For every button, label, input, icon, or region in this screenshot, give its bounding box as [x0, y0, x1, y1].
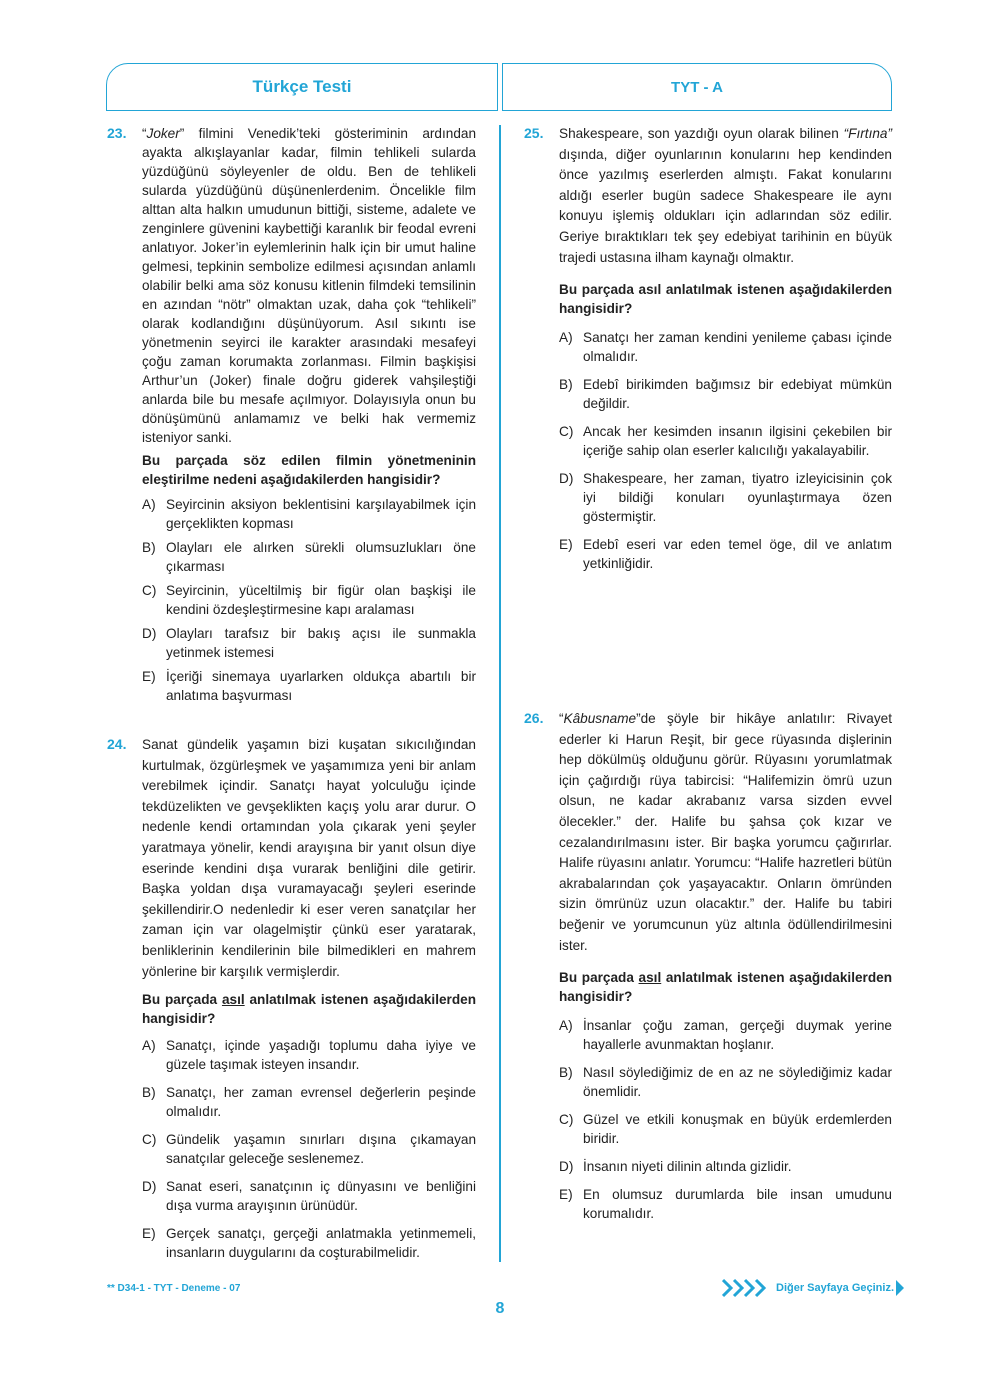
option-letter: A) — [142, 497, 156, 512]
option-letter: E) — [142, 1226, 156, 1242]
option-text: Seyircinin aksiyon beklentisini karşılayabilmek için gerçeklikten kopması — [166, 497, 476, 531]
option-letter: D) — [142, 1179, 157, 1195]
option-c[interactable] — [559, 1110, 892, 1148]
column-divider — [499, 125, 501, 1262]
option-e[interactable] — [142, 667, 476, 705]
option-letter: C) — [142, 583, 157, 598]
option-text: Seyircinin, yüceltilmiş bir figür olan başkişi ile kendini özdeşleştirmesine kapı aralaması — [166, 583, 476, 617]
question-passage: “Kâbusname”de şöyle bir hikâye anlatılır: Rivayet ederler ki Harun Reşit, bir gece rüyasında dişlerinin hep dökülmüş olduğunu görür. Rüyasını yorumlatmak için çağırdığı rüya tabircisi: “Halifemizin ömrü uzun olsun, ne kadar akrabanız varsa sizden evvel ölecekler.” der. Halife bu şahsa çok kızar ve cezalandırılmasını ister. Bir başka yorumcu çağırırlar. Halife rüyasını anlatır. Yorumcu: “Halife hazretleri bütün akrabalarından çok yaşayacaktır. Onların ömründen sizin ömrünüz uzun olacaktır.” der. Halife bu tabiri beğenir ve yorumcunun yüz altınla ödüllendirilmesini ister. — [559, 711, 892, 953]
options-list — [142, 1036, 476, 1262]
option-text: Edebî eseri var eden temel öge, dil ve anlatım yetkinliğidir. — [583, 537, 892, 572]
film-title: Joker — [146, 126, 180, 141]
option-c[interactable] — [559, 422, 892, 460]
question-24 — [107, 735, 477, 1271]
option-letter: A) — [559, 1018, 573, 1034]
option-b[interactable] — [142, 538, 476, 576]
subject-title: Türkçe Testi — [252, 77, 352, 96]
question-23 — [107, 124, 476, 710]
option-text: İçeriği sinemaya uyarlarken oldukça abartılı bir anlatıma başvurması — [166, 669, 476, 703]
option-text: İnsanlar çoğu zaman, gerçeği duymak yerine hayallerle avunmaktan hoşlanır. — [583, 1018, 892, 1053]
question-number: 26. — [524, 710, 544, 726]
option-text: Gerçek sanatçı, gerçeği anlatmakla yetinmemeli, insanların duygularını da coşturabilmelidir. — [166, 1226, 476, 1261]
option-letter: B) — [559, 377, 573, 393]
stem-text: anlatılmak istenen aşağıdakilerden hangisidir? — [559, 970, 892, 1005]
stem-text: anlatılmak istenen aşağıdakilerden hangisidir? — [142, 992, 477, 1027]
option-letter: D) — [142, 626, 157, 641]
question-number: 24. — [107, 736, 127, 752]
option-letter: B) — [559, 1065, 573, 1081]
exam-code: ** D34-1 - TYT - Deneme - 07 — [107, 1283, 241, 1294]
option-d[interactable] — [559, 469, 892, 526]
question-number: 25. — [524, 125, 544, 141]
question-passage: Sanat gündelik yaşamın bizi kuşatan sıkıcılığından kurtulmak, özgürleşmek ve yaşamımıza yeni bir anlam verebilmek içindir. Sanatçı hayat yolculuğu içinde tekdüzelikten ve gevşeklikten kaçış yolu arar durur. O nedenle kendi ortamından yola çıkarak yeni şeyler yaratmaya yönelir, kendi arayışına bir yanıt olsun diye eserinde kendini dışa vurarak benliğini dile getirir. Başka yoldan dışa vuramayacağı şeyleri eserinde şekillendirir.O nedenledir ki eser veren sanatçılar her zaman için var olagelmiştir çünkü eser yaratarak, benliklerinin kendilerinin bile bilmedikleri en mahrem yönlerine bir karşılık vermişlerdir. — [142, 737, 476, 979]
test-type-title: TYT - A — [671, 78, 723, 96]
option-d[interactable] — [142, 624, 476, 662]
header-test-type — [502, 63, 892, 111]
stem-text: Bu parçada — [142, 992, 222, 1008]
play-title: “Fırtına” — [843, 126, 892, 141]
page-number: 8 — [495, 1300, 505, 1317]
option-text: Sanat eseri, sanatçının iç dünyasını ve benliğini dışa vurma arayışının ürünüdür. — [166, 1179, 476, 1214]
option-letter: E) — [559, 1187, 573, 1203]
option-text: Gündelik yaşamın sınırları dışına çıkamayan sanatçılar geleceğe seslenemez. — [166, 1132, 476, 1167]
question-stem — [559, 968, 892, 1006]
option-letter: C) — [559, 1112, 574, 1128]
option-c[interactable] — [142, 1130, 476, 1168]
next-page-indicator — [722, 1278, 906, 1298]
question-stem: Bu parçada asıl anlatılmak istenen aşağıdakilerden hangisidir? — [559, 282, 892, 317]
book-title: Kâbusname — [563, 711, 637, 726]
option-a[interactable] — [559, 1016, 892, 1054]
option-b[interactable] — [142, 1083, 476, 1121]
option-text: Sanatçı, her zaman evrensel değerlerin peşinde olmalıdır. — [166, 1085, 476, 1120]
passage-text: dışında, diğer oyunlarının konularını hep kendinden önce yazılmış eserlerden almıştı. Fakat konularını aldığı eserler bugün sadece Shakespeare ile aynı konuyu işlemiş oldukları için adlarından söz edilir. Geriye bıraktıkları tek şey edebiyat tarihinin en büyük trajedi ustasına ilham kaynağı olmaktır. — [559, 146, 892, 265]
question-number: 23. — [107, 125, 127, 141]
stem-emphasis: asıl — [638, 970, 662, 986]
options-list — [559, 1016, 892, 1223]
option-e[interactable] — [142, 1224, 476, 1262]
option-text: Edebî birikimden bağımsız bir edebiyat mümkün değildir. — [583, 377, 892, 412]
next-page-text: Diğer Sayfaya Geçiniz. — [776, 1282, 894, 1294]
question-26 — [524, 709, 892, 1232]
option-b[interactable] — [559, 375, 892, 413]
chevron-right-icon — [722, 1278, 770, 1298]
option-letter: C) — [559, 424, 574, 440]
option-text: Sanatçı, içinde yaşadığı toplumu daha iyiye ve güzele taşımak isteyen insandır. — [166, 1038, 476, 1073]
option-a[interactable] — [559, 328, 892, 366]
option-letter: E) — [559, 537, 573, 553]
question-25 — [524, 124, 892, 582]
passage-text: Shakespeare, son yazdığı oyun olarak bilinen — [559, 126, 844, 141]
header-subject — [106, 63, 498, 111]
option-a[interactable] — [142, 1036, 476, 1074]
option-text: Olayları tarafsız bir bakış açısı ile sunmakla yetinmek istemesi — [166, 626, 476, 660]
passage-text: ” filmini Venedik’teki gösteriminin ardından ayakta alkışlayanlar kadar, filmin tehlikeli sularda yüzdüğünü söyleyenler de oldu. Ben de tehlikeli sularda yüzdüğünü düşünenlerdenim. Öncelikle film alttan alta halkın umudunun bittiği, sisteme, adalete ve zenginlere güvenini kaybettiği karanlık bir feodal evreni anlatıyor. Joker’in eylemlerinin halk için bir umut haline gelmesi, tepkinin sembolize edilmesi açısından anlamlı olabilir belki ama söz konusu kitlenin filmdeki temsilinin en azından “nötr” olmaktan uzak, daha çok “tehlikeli” olarak kodlandığını düşünüyorum. Asıl sıkıntı ise yönetmenin seyirci ile karakter arasındaki mesafeyi çoğu zaman korumakta zorlanması. Filmin başkişisi Arthur’un (Joker) finale doğru giderek vahşileştiği anlarda bile bu mesafe açılmıyor. Dolayısıyla onun bu dönüşümünü anlamamız ve belki hak vermemiz isteniyor sanki. — [142, 126, 476, 445]
stem-emphasis: asıl — [221, 992, 245, 1008]
options-list — [559, 328, 892, 573]
option-text: Shakespeare, her zaman, tiyatro izleyicisinin çok iyi bildiği konuları oyunlaştırmaya özen göstermiştir. — [583, 471, 892, 525]
option-text: En olumsuz durumlarda bile insan umudunu korumalıdır. — [583, 1187, 892, 1222]
option-text: Olayları ele alırken sürekli olumsuzlukları öne çıkarması — [166, 540, 476, 574]
question-stem: Bu parçada söz edilen filmin yönetmeninin eleştirilme nedeni aşağıdakilerden hangisidir? — [142, 453, 476, 487]
option-text: Nasıl söylediğimiz de en az ne söylediğimiz kadar önemlidir. — [583, 1065, 892, 1100]
passage-text: ”de şöyle bir hikâye anlatılır: Rivayet ederler ki Harun Reşit, bir gece rüyasında dişlerinin hep dökülmüş olduğunu görür. Rüyasını yorumlatmak için çağırdığı rüya tabircisi: “Halifemizin ömrü uzun olsun, ne kadar akrabanız varsa sizden evvel ölecekler.” der. Halife bu şahsa çok kızar ve cezalandırılmasını ister. Bir başka yorumcu çağırırlar. Halife rüyasını anlatır. Yorumcu: “Halife hazretleri bütün akrabalarından çok yaşayacaktır. Onların ömründen sizin ömrünüz uzun olacaktır.” der. Halife bu tabiri beğenir ve yorumcunun yüz altınla ödüllendirilmesini ister. — [559, 711, 892, 953]
option-letter: C) — [142, 1132, 157, 1148]
arrow-right-icon — [894, 1278, 906, 1298]
option-letter: D) — [559, 1159, 574, 1175]
option-letter: E) — [142, 669, 156, 684]
option-letter: D) — [559, 471, 574, 487]
option-text: Sanatçı her zaman kendini yenileme çabası içinde olmalıdır. — [583, 330, 892, 365]
option-d[interactable] — [559, 1157, 892, 1176]
question-passage: “Joker” filmini Venedik’teki gösteriminin ardından ayakta alkışlayanlar kadar, filmin tehlikeli sularda yüzdüğünü söyleyenler de oldu. Ben de tehlikeli sularda yüzdüğünü düşünenlerdenim. Öncelikle film alttan alta halkın umudunun bittiği, sisteme, adalete ve zenginlere güvenini kaybettiği karanlık bir feodal evreni anlatıyor. Joker’in eylemlerinin halk için bir umut haline gelmesi, tepkinin sembolize edilmesi açısından anlamlı olabilir belki ama söz konusu kitlenin filmdeki temsilinin en azından “nötr” olmaktan uzak, daha çok “tehlikeli” olarak kodlandığını düşünüyorum. Asıl sıkıntı ise yönetmenin seyirci ile karakter arasındaki mesafeyi çoğu zaman korumakta zorlanması. Filmin başkişisi Arthur’un (Joker) finale doğru giderek vahşileştiği anlarda bile bu mesafe açılmıyor. Dolayısıyla onun bu dönüşümünü anlamamız ve belki hak vermemiz isteniyor sanki. — [142, 126, 476, 445]
option-e[interactable] — [559, 1185, 892, 1223]
options-list — [142, 495, 476, 705]
option-b[interactable] — [559, 1063, 892, 1101]
stem-text: Bu parçada — [559, 970, 639, 986]
option-letter: A) — [559, 330, 573, 346]
option-e[interactable] — [559, 535, 892, 573]
option-d[interactable] — [142, 1177, 476, 1215]
question-passage — [559, 124, 892, 268]
question-stem — [142, 990, 476, 1028]
option-text: Ancak her kesimden insanın ilgisini çekebilen bir içeriğe sahip olan eserler kalıcılığı yakalayabilir. — [583, 424, 892, 459]
option-text: Güzel ve etkili konuşmak en büyük erdemlerden biridir. — [583, 1112, 892, 1147]
option-text: İnsanın niyeti dilinin altında gizlidir. — [583, 1159, 792, 1175]
option-letter: B) — [142, 1085, 156, 1101]
option-letter: A) — [142, 1038, 156, 1054]
option-a[interactable] — [142, 495, 476, 533]
option-letter: B) — [142, 540, 156, 555]
option-c[interactable] — [142, 581, 476, 619]
